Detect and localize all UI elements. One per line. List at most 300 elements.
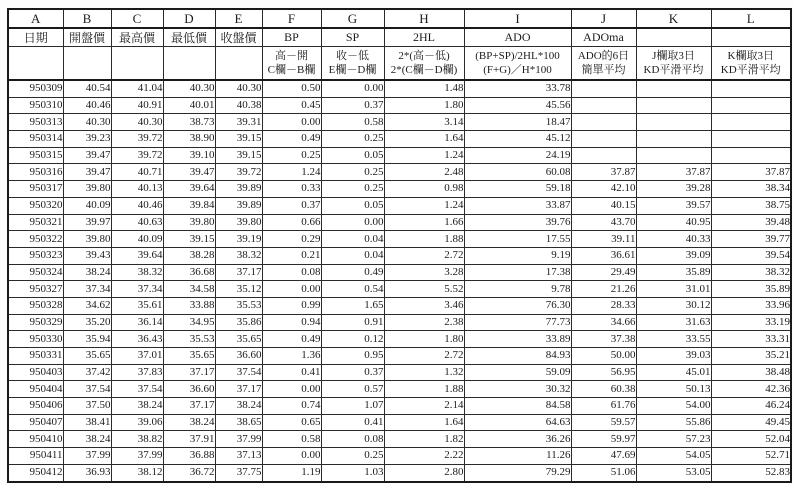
date-cell[interactable]: 950313 (8, 114, 63, 131)
value-cell[interactable] (636, 97, 711, 114)
value-cell[interactable]: 39.84 (163, 197, 215, 214)
value-cell[interactable]: 39.89 (215, 197, 262, 214)
value-cell[interactable]: 0.04 (321, 247, 384, 264)
value-cell[interactable]: 1.82 (384, 431, 464, 448)
date-cell[interactable]: 950324 (8, 264, 63, 281)
value-cell[interactable] (571, 97, 636, 114)
value-cell[interactable]: 46.24 (711, 398, 791, 415)
date-cell[interactable]: 950403 (8, 364, 63, 381)
value-cell[interactable]: 37.83 (111, 364, 163, 381)
value-cell[interactable]: 36.60 (163, 381, 215, 398)
value-cell[interactable]: 39.15 (215, 147, 262, 164)
value-cell[interactable]: 38.82 (111, 431, 163, 448)
value-cell[interactable]: 56.95 (571, 364, 636, 381)
value-cell[interactable] (636, 114, 711, 131)
value-cell[interactable]: 36.68 (163, 264, 215, 281)
value-cell[interactable]: 40.46 (111, 197, 163, 214)
value-cell[interactable]: 52.71 (711, 448, 791, 465)
value-cell[interactable]: 43.70 (571, 214, 636, 231)
value-cell[interactable] (711, 97, 791, 114)
value-cell[interactable]: 1.80 (384, 97, 464, 114)
value-cell[interactable]: 34.95 (163, 314, 215, 331)
value-cell[interactable]: 37.91 (163, 431, 215, 448)
value-cell[interactable]: 54.00 (636, 398, 711, 415)
value-cell[interactable]: 30.32 (464, 381, 571, 398)
date-cell[interactable]: 950321 (8, 214, 63, 231)
date-cell[interactable]: 950404 (8, 381, 63, 398)
value-cell[interactable]: 38.34 (711, 181, 791, 198)
value-cell[interactable]: 41.04 (111, 80, 163, 97)
column-name-k[interactable] (636, 28, 711, 47)
value-cell[interactable]: 37.17 (215, 264, 262, 281)
value-cell[interactable]: 42.10 (571, 181, 636, 198)
value-cell[interactable]: 37.17 (163, 364, 215, 381)
value-cell[interactable]: 35.65 (163, 348, 215, 365)
value-cell[interactable]: 0.58 (321, 114, 384, 131)
value-cell[interactable]: 38.24 (215, 398, 262, 415)
date-cell[interactable]: 950410 (8, 431, 63, 448)
value-cell[interactable]: 59.09 (464, 364, 571, 381)
value-cell[interactable]: 1.65 (321, 297, 384, 314)
value-cell[interactable]: 2.38 (384, 314, 464, 331)
value-cell[interactable]: 39.10 (163, 147, 215, 164)
value-cell[interactable] (711, 80, 791, 97)
value-cell[interactable]: 38.24 (111, 398, 163, 415)
value-cell[interactable]: 40.46 (63, 97, 111, 114)
value-cell[interactable]: 50.13 (636, 381, 711, 398)
value-cell[interactable]: 0.00 (262, 114, 321, 131)
value-cell[interactable]: 39.54 (711, 247, 791, 264)
value-cell[interactable]: 40.63 (111, 214, 163, 231)
value-cell[interactable]: 0.65 (262, 414, 321, 431)
value-cell[interactable]: 57.23 (636, 431, 711, 448)
value-cell[interactable]: 39.03 (636, 348, 711, 365)
value-cell[interactable]: 52.04 (711, 431, 791, 448)
value-cell[interactable]: 0.00 (262, 381, 321, 398)
value-cell[interactable]: 40.30 (163, 80, 215, 97)
value-cell[interactable]: 40.09 (63, 197, 111, 214)
value-cell[interactable]: 37.38 (571, 331, 636, 348)
value-cell[interactable]: 0.25 (321, 164, 384, 181)
value-cell[interactable]: 84.58 (464, 398, 571, 415)
value-cell[interactable]: 39.09 (636, 247, 711, 264)
value-cell[interactable]: 1.07 (321, 398, 384, 415)
value-cell[interactable]: 37.87 (636, 164, 711, 181)
value-cell[interactable]: 34.66 (571, 314, 636, 331)
column-desc-l[interactable] (711, 47, 791, 81)
value-cell[interactable]: 45.56 (464, 97, 571, 114)
value-cell[interactable]: 40.30 (111, 114, 163, 131)
value-cell[interactable]: 55.86 (636, 414, 711, 431)
value-cell[interactable]: 0.41 (321, 414, 384, 431)
column-name-ado[interactable]: ADO (464, 28, 571, 47)
value-cell[interactable]: 0.12 (321, 331, 384, 348)
value-cell[interactable]: 5.52 (384, 281, 464, 298)
column-desc-sp[interactable] (321, 47, 384, 81)
value-cell[interactable]: 1.19 (262, 464, 321, 481)
value-cell[interactable]: 36.72 (163, 464, 215, 481)
value-cell[interactable]: 39.57 (636, 197, 711, 214)
value-cell[interactable]: 1.24 (262, 164, 321, 181)
value-cell[interactable]: 60.38 (571, 381, 636, 398)
value-cell[interactable]: 33.31 (711, 331, 791, 348)
value-cell[interactable]: 0.37 (262, 197, 321, 214)
value-cell[interactable]: 0.94 (262, 314, 321, 331)
value-cell[interactable]: 37.34 (111, 281, 163, 298)
value-cell[interactable]: 38.32 (215, 247, 262, 264)
value-cell[interactable]: 40.15 (571, 197, 636, 214)
value-cell[interactable]: 38.73 (163, 114, 215, 131)
value-cell[interactable]: 1.32 (384, 364, 464, 381)
value-cell[interactable]: 9.78 (464, 281, 571, 298)
value-cell[interactable]: 1.24 (384, 197, 464, 214)
value-cell[interactable]: 54.05 (636, 448, 711, 465)
date-cell[interactable]: 950327 (8, 281, 63, 298)
value-cell[interactable]: 39.28 (636, 181, 711, 198)
value-cell[interactable]: 33.55 (636, 331, 711, 348)
column-letter-C[interactable]: C (111, 9, 163, 28)
value-cell[interactable]: 38.75 (711, 197, 791, 214)
value-cell[interactable]: 37.50 (63, 398, 111, 415)
column-desc-date[interactable] (8, 47, 63, 81)
column-desc-adoma[interactable] (571, 47, 636, 81)
value-cell[interactable]: 79.29 (464, 464, 571, 481)
column-desc-low[interactable] (163, 47, 215, 81)
value-cell[interactable]: 1.64 (384, 131, 464, 148)
value-cell[interactable]: 36.61 (571, 247, 636, 264)
value-cell[interactable]: 50.00 (571, 348, 636, 365)
value-cell[interactable]: 0.66 (262, 214, 321, 231)
value-cell[interactable] (571, 80, 636, 97)
value-cell[interactable]: 0.49 (262, 331, 321, 348)
value-cell[interactable]: 1.36 (262, 348, 321, 365)
value-cell[interactable]: 0.49 (321, 264, 384, 281)
value-cell[interactable]: 24.19 (464, 147, 571, 164)
value-cell[interactable]: 37.99 (63, 448, 111, 465)
value-cell[interactable]: 0.25 (321, 448, 384, 465)
value-cell[interactable]: 49.45 (711, 414, 791, 431)
value-cell[interactable]: 39.06 (111, 414, 163, 431)
value-cell[interactable]: 0.37 (321, 364, 384, 381)
value-cell[interactable] (711, 147, 791, 164)
value-cell[interactable]: 40.71 (111, 164, 163, 181)
date-cell[interactable]: 950328 (8, 297, 63, 314)
value-cell[interactable]: 0.04 (321, 231, 384, 248)
column-desc-bp[interactable] (262, 47, 321, 81)
value-cell[interactable]: 1.03 (321, 464, 384, 481)
value-cell[interactable]: 0.50 (262, 80, 321, 97)
value-cell[interactable]: 0.95 (321, 348, 384, 365)
value-cell[interactable]: 35.21 (711, 348, 791, 365)
value-cell[interactable]: 39.76 (464, 214, 571, 231)
value-cell[interactable]: 37.34 (63, 281, 111, 298)
value-cell[interactable]: 37.54 (111, 381, 163, 398)
value-cell[interactable]: 40.09 (111, 231, 163, 248)
value-cell[interactable]: 0.00 (262, 281, 321, 298)
column-desc-high[interactable] (111, 47, 163, 81)
value-cell[interactable]: 17.55 (464, 231, 571, 248)
value-cell[interactable]: 0.25 (262, 147, 321, 164)
value-cell[interactable]: 37.54 (215, 364, 262, 381)
value-cell[interactable]: 45.12 (464, 131, 571, 148)
value-cell[interactable]: 52.83 (711, 464, 791, 481)
value-cell[interactable]: 37.99 (215, 431, 262, 448)
date-cell[interactable]: 950322 (8, 231, 63, 248)
date-cell[interactable]: 950310 (8, 97, 63, 114)
column-desc-open[interactable] (63, 47, 111, 81)
column-name-l[interactable] (711, 28, 791, 47)
value-cell[interactable]: 34.58 (163, 281, 215, 298)
value-cell[interactable]: 0.54 (321, 281, 384, 298)
date-cell[interactable]: 950317 (8, 181, 63, 198)
value-cell[interactable]: 45.01 (636, 364, 711, 381)
column-letter-G[interactable]: G (321, 9, 384, 28)
column-desc-ado[interactable] (464, 47, 571, 81)
value-cell[interactable]: 39.23 (63, 131, 111, 148)
value-cell[interactable]: 34.62 (63, 297, 111, 314)
value-cell[interactable]: 11.26 (464, 448, 571, 465)
value-cell[interactable]: 40.30 (215, 80, 262, 97)
column-letter-H[interactable]: H (384, 9, 464, 28)
value-cell[interactable]: 38.48 (711, 364, 791, 381)
value-cell[interactable]: 39.11 (571, 231, 636, 248)
date-cell[interactable]: 950411 (8, 448, 63, 465)
value-cell[interactable]: 37.17 (163, 398, 215, 415)
value-cell[interactable]: 39.15 (163, 231, 215, 248)
column-letter-I[interactable]: I (464, 9, 571, 28)
value-cell[interactable]: 38.24 (63, 431, 111, 448)
value-cell[interactable] (711, 114, 791, 131)
date-cell[interactable]: 950314 (8, 131, 63, 148)
value-cell[interactable] (571, 114, 636, 131)
value-cell[interactable]: 17.38 (464, 264, 571, 281)
date-cell[interactable]: 950316 (8, 164, 63, 181)
date-cell[interactable]: 950315 (8, 147, 63, 164)
value-cell[interactable]: 35.12 (215, 281, 262, 298)
value-cell[interactable]: 60.08 (464, 164, 571, 181)
value-cell[interactable]: 35.53 (215, 297, 262, 314)
value-cell[interactable]: 29.49 (571, 264, 636, 281)
value-cell[interactable]: 64.63 (464, 414, 571, 431)
value-cell[interactable]: 39.15 (215, 131, 262, 148)
value-cell[interactable]: 39.47 (63, 164, 111, 181)
value-cell[interactable]: 2.80 (384, 464, 464, 481)
value-cell[interactable]: 0.29 (262, 231, 321, 248)
value-cell[interactable]: 0.33 (262, 181, 321, 198)
value-cell[interactable]: 0.08 (262, 264, 321, 281)
column-letter-F[interactable]: F (262, 9, 321, 28)
value-cell[interactable]: 35.65 (63, 348, 111, 365)
value-cell[interactable]: 39.43 (63, 247, 111, 264)
value-cell[interactable]: 39.80 (63, 181, 111, 198)
column-letter-J[interactable]: J (571, 9, 636, 28)
value-cell[interactable]: 31.01 (636, 281, 711, 298)
value-cell[interactable]: 3.46 (384, 297, 464, 314)
value-cell[interactable]: 37.75 (215, 464, 262, 481)
value-cell[interactable]: 47.69 (571, 448, 636, 465)
value-cell[interactable] (571, 147, 636, 164)
value-cell[interactable]: 0.00 (321, 80, 384, 97)
value-cell[interactable]: 37.87 (711, 164, 791, 181)
value-cell[interactable]: 0.37 (321, 97, 384, 114)
value-cell[interactable]: 39.72 (111, 131, 163, 148)
value-cell[interactable]: 33.88 (163, 297, 215, 314)
value-cell[interactable]: 61.76 (571, 398, 636, 415)
date-cell[interactable]: 950406 (8, 398, 63, 415)
value-cell[interactable]: 39.80 (63, 231, 111, 248)
value-cell[interactable]: 40.54 (63, 80, 111, 97)
column-letter-A[interactable]: A (8, 9, 63, 28)
value-cell[interactable]: 40.38 (215, 97, 262, 114)
value-cell[interactable]: 35.20 (63, 314, 111, 331)
value-cell[interactable]: 37.54 (63, 381, 111, 398)
value-cell[interactable]: 0.74 (262, 398, 321, 415)
value-cell[interactable]: 36.88 (163, 448, 215, 465)
value-cell[interactable]: 39.77 (711, 231, 791, 248)
column-name-low[interactable]: 最低價 (163, 28, 215, 47)
value-cell[interactable]: 1.64 (384, 414, 464, 431)
value-cell[interactable]: 33.87 (464, 197, 571, 214)
value-cell[interactable]: 76.30 (464, 297, 571, 314)
date-cell[interactable]: 950412 (8, 464, 63, 481)
date-cell[interactable]: 950330 (8, 331, 63, 348)
value-cell[interactable]: 35.94 (63, 331, 111, 348)
value-cell[interactable]: 38.24 (63, 264, 111, 281)
value-cell[interactable]: 35.86 (215, 314, 262, 331)
value-cell[interactable]: 36.60 (215, 348, 262, 365)
value-cell[interactable]: 38.32 (711, 264, 791, 281)
value-cell[interactable]: 39.72 (111, 147, 163, 164)
value-cell[interactable]: 9.19 (464, 247, 571, 264)
value-cell[interactable]: 36.43 (111, 331, 163, 348)
value-cell[interactable]: 18.47 (464, 114, 571, 131)
value-cell[interactable]: 0.58 (262, 431, 321, 448)
value-cell[interactable]: 0.91 (321, 314, 384, 331)
value-cell[interactable]: 37.99 (111, 448, 163, 465)
value-cell[interactable]: 2.72 (384, 348, 464, 365)
value-cell[interactable]: 1.48 (384, 80, 464, 97)
value-cell[interactable]: 28.33 (571, 297, 636, 314)
value-cell[interactable]: 3.28 (384, 264, 464, 281)
value-cell[interactable]: 0.08 (321, 431, 384, 448)
value-cell[interactable]: 39.80 (215, 214, 262, 231)
column-desc-close[interactable] (215, 47, 262, 81)
value-cell[interactable]: 38.24 (163, 414, 215, 431)
value-cell[interactable]: 36.26 (464, 431, 571, 448)
value-cell[interactable]: 0.99 (262, 297, 321, 314)
value-cell[interactable]: 0.21 (262, 247, 321, 264)
date-cell[interactable]: 950323 (8, 247, 63, 264)
value-cell[interactable]: 0.05 (321, 197, 384, 214)
value-cell[interactable] (636, 131, 711, 148)
column-name-bp[interactable]: BP (262, 28, 321, 47)
value-cell[interactable]: 39.48 (711, 214, 791, 231)
value-cell[interactable]: 3.14 (384, 114, 464, 131)
value-cell[interactable]: 40.33 (636, 231, 711, 248)
value-cell[interactable] (571, 131, 636, 148)
value-cell[interactable]: 1.88 (384, 381, 464, 398)
value-cell[interactable]: 2.22 (384, 448, 464, 465)
value-cell[interactable]: 1.80 (384, 331, 464, 348)
value-cell[interactable]: 30.12 (636, 297, 711, 314)
value-cell[interactable]: 39.31 (215, 114, 262, 131)
value-cell[interactable]: 0.25 (321, 181, 384, 198)
value-cell[interactable]: 35.89 (636, 264, 711, 281)
value-cell[interactable]: 0.41 (262, 364, 321, 381)
value-cell[interactable]: 37.01 (111, 348, 163, 365)
value-cell[interactable]: 40.30 (63, 114, 111, 131)
value-cell[interactable]: 77.73 (464, 314, 571, 331)
column-name-sp[interactable]: SP (321, 28, 384, 47)
value-cell[interactable]: 39.64 (111, 247, 163, 264)
value-cell[interactable]: 42.36 (711, 381, 791, 398)
value-cell[interactable]: 0.25 (321, 131, 384, 148)
value-cell[interactable] (636, 80, 711, 97)
value-cell[interactable]: 35.65 (215, 331, 262, 348)
value-cell[interactable]: 0.05 (321, 147, 384, 164)
value-cell[interactable]: 35.89 (711, 281, 791, 298)
value-cell[interactable]: 84.93 (464, 348, 571, 365)
value-cell[interactable]: 37.17 (215, 381, 262, 398)
column-letter-E[interactable]: E (215, 9, 262, 28)
value-cell[interactable]: 0.45 (262, 97, 321, 114)
column-letter-L[interactable]: L (711, 9, 791, 28)
value-cell[interactable]: 39.64 (163, 181, 215, 198)
column-letter-D[interactable]: D (163, 9, 215, 28)
column-desc-k[interactable] (636, 47, 711, 81)
value-cell[interactable]: 38.32 (111, 264, 163, 281)
value-cell[interactable]: 37.42 (63, 364, 111, 381)
value-cell[interactable]: 51.06 (571, 464, 636, 481)
value-cell[interactable]: 0.49 (262, 131, 321, 148)
value-cell[interactable]: 39.89 (215, 181, 262, 198)
value-cell[interactable]: 2.14 (384, 398, 464, 415)
date-cell[interactable]: 950309 (8, 80, 63, 97)
column-name-date[interactable]: 日期 (8, 28, 63, 47)
value-cell[interactable]: 39.47 (163, 164, 215, 181)
value-cell[interactable]: 33.89 (464, 331, 571, 348)
column-name-adoma[interactable]: ADOma (571, 28, 636, 47)
column-desc-2hl[interactable] (384, 47, 464, 81)
date-cell[interactable]: 950329 (8, 314, 63, 331)
value-cell[interactable]: 0.00 (262, 448, 321, 465)
value-cell[interactable]: 37.13 (215, 448, 262, 465)
value-cell[interactable]: 21.26 (571, 281, 636, 298)
column-letter-B[interactable]: B (63, 9, 111, 28)
value-cell[interactable]: 39.47 (63, 147, 111, 164)
value-cell[interactable]: 35.53 (163, 331, 215, 348)
value-cell[interactable]: 37.87 (571, 164, 636, 181)
value-cell[interactable]: 39.72 (215, 164, 262, 181)
value-cell[interactable]: 0.98 (384, 181, 464, 198)
value-cell[interactable]: 59.18 (464, 181, 571, 198)
value-cell[interactable]: 33.78 (464, 80, 571, 97)
value-cell[interactable]: 39.97 (63, 214, 111, 231)
value-cell[interactable]: 38.41 (63, 414, 111, 431)
value-cell[interactable]: 59.97 (571, 431, 636, 448)
column-letter-K[interactable]: K (636, 9, 711, 28)
value-cell[interactable]: 1.88 (384, 231, 464, 248)
value-cell[interactable]: 38.28 (163, 247, 215, 264)
value-cell[interactable]: 38.65 (215, 414, 262, 431)
value-cell[interactable]: 2.48 (384, 164, 464, 181)
column-name-open[interactable]: 開盤價 (63, 28, 111, 47)
value-cell[interactable]: 39.80 (163, 214, 215, 231)
date-cell[interactable]: 950407 (8, 414, 63, 431)
column-name-high[interactable]: 最高價 (111, 28, 163, 47)
value-cell[interactable]: 2.72 (384, 247, 464, 264)
value-cell[interactable]: 36.93 (63, 464, 111, 481)
